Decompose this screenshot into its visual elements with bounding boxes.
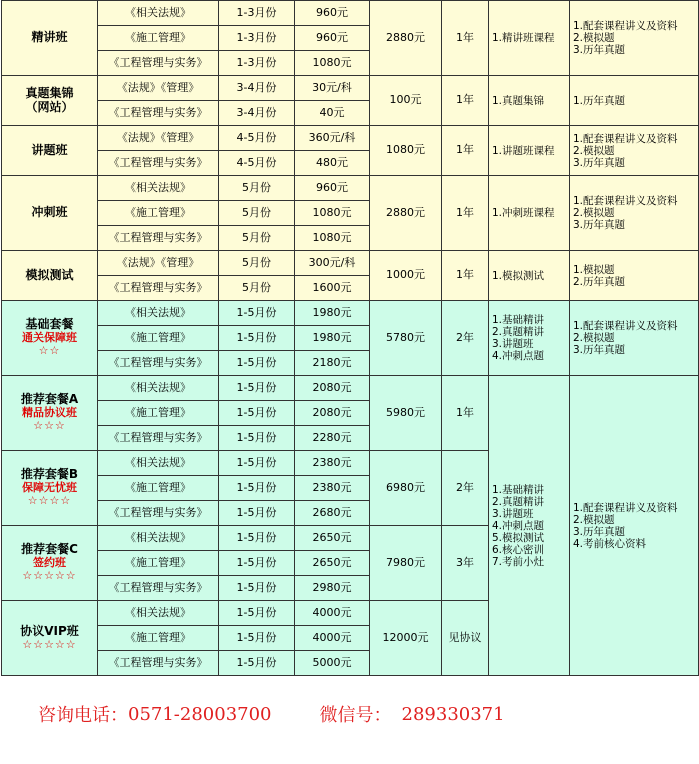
subject-name: 《施工管理》 (98, 551, 219, 576)
validity-period: 2年 (442, 451, 489, 526)
validity-period: 2年 (442, 301, 489, 376)
subject-name: 《施工管理》 (98, 626, 219, 651)
package-price: 7980元 (370, 526, 442, 601)
subject-price: 2080元 (295, 401, 370, 426)
subject-price: 2380元 (295, 476, 370, 501)
course-gifts (570, 301, 699, 376)
validity-period: 1年 (442, 1, 489, 76)
package-price: 6980元 (370, 451, 442, 526)
course-price-table (1, 0, 699, 676)
subject-name: 《施工管理》 (98, 201, 219, 226)
course-name-cell (2, 126, 98, 176)
course-subtitle: 签约班 (33, 556, 66, 570)
list-line: 1.基础精讲 (492, 483, 545, 496)
subject-price: 2080元 (295, 376, 370, 401)
list-line: 1.配套课程讲义及资料 (573, 20, 678, 32)
validity-period: 1年 (442, 376, 489, 451)
table-row (2, 251, 699, 276)
list-line: 3.讲题班 (492, 338, 534, 350)
package-price: 12000元 (370, 601, 442, 676)
list-line: 1.配套课程讲义及资料 (573, 195, 678, 207)
subject-month: 1-5月份 (219, 651, 295, 676)
subject-name: 《相关法规》 (98, 451, 219, 476)
subject-price: 4000元 (295, 601, 370, 626)
list-line: 4.冲刺点题 (492, 519, 545, 532)
subject-month: 1-5月份 (219, 426, 295, 451)
list-line: 4.考前核心资料 (573, 537, 647, 550)
list-line: 3.历年真题 (573, 44, 626, 56)
subject-name: 《施工管理》 (98, 326, 219, 351)
subject-month: 1-5月份 (219, 526, 295, 551)
course-name: 冲刺班 (31, 205, 68, 220)
course-name-cell (2, 251, 98, 301)
course-content (489, 1, 570, 76)
subject-price: 960元 (295, 26, 370, 51)
course-name-cell (2, 601, 98, 676)
subject-name: 《相关法规》 (98, 1, 219, 26)
course-content (489, 76, 570, 126)
list-line: 2.模拟题 (573, 207, 615, 219)
list-line: 1.精讲班课程 (492, 32, 555, 44)
subject-name: 《工程管理与实务》 (98, 276, 219, 301)
list-line: 3.历年真题 (573, 344, 626, 356)
package-price: 100元 (370, 76, 442, 126)
subject-month: 1-3月份 (219, 51, 295, 76)
validity-period: 1年 (442, 126, 489, 176)
course-name: 基础套餐 (25, 317, 74, 332)
subject-price: 5000元 (295, 651, 370, 676)
subject-name: 《相关法规》 (98, 526, 219, 551)
subject-price: 1080元 (295, 226, 370, 251)
subject-name: 《工程管理与实务》 (98, 151, 219, 176)
subject-month: 1-5月份 (219, 501, 295, 526)
list-line: 3.讲题班 (492, 507, 534, 520)
wechat-id: 289330371 (401, 703, 505, 725)
subject-month: 5月份 (219, 251, 295, 276)
list-line: 2.模拟题 (573, 32, 615, 44)
subject-month: 1-3月份 (219, 1, 295, 26)
course-gifts (570, 176, 699, 251)
table-row (2, 126, 699, 151)
star-rating: ☆☆☆☆☆ (22, 637, 77, 651)
subject-name: 《施工管理》 (98, 401, 219, 426)
subject-name: 《法规》《管理》 (98, 76, 219, 101)
course-name: 协议VIP班 (20, 623, 79, 638)
subject-price: 2180元 (295, 351, 370, 376)
subject-name: 《工程管理与实务》 (98, 651, 219, 676)
course-name: 推荐套餐A (20, 392, 79, 407)
list-line: 2.模拟题 (573, 332, 615, 344)
validity-period: 3年 (442, 526, 489, 601)
subject-month: 1-5月份 (219, 576, 295, 601)
subject-month: 1-5月份 (219, 551, 295, 576)
course-subtitle: 保障无忧班 (22, 481, 77, 495)
list-line: 1.模拟题 (573, 263, 615, 276)
list-line: 6.核心密训 (492, 543, 545, 556)
package-price: 2880元 (370, 176, 442, 251)
subject-month: 5月份 (219, 176, 295, 201)
subject-name: 《法规》《管理》 (98, 251, 219, 276)
course-subtitle: 通关保障班 (22, 331, 77, 345)
list-line: 3.历年真题 (573, 219, 626, 231)
phone-number: 0571-28003700 (128, 703, 272, 725)
subject-price: 2650元 (295, 526, 370, 551)
subject-name: 《工程管理与实务》 (98, 576, 219, 601)
subject-month: 5月份 (219, 226, 295, 251)
table-row (2, 76, 699, 101)
subject-month: 1-5月份 (219, 601, 295, 626)
course-name: 讲题班 (31, 142, 68, 157)
subject-month: 1-5月份 (219, 451, 295, 476)
subject-month: 5月份 (219, 201, 295, 226)
package-price: 5980元 (370, 376, 442, 451)
table-row (2, 301, 699, 326)
course-name-cell (2, 526, 98, 601)
list-line: 1.讲题班课程 (492, 144, 555, 157)
subject-month: 1-5月份 (219, 301, 295, 326)
validity-period: 1年 (442, 251, 489, 301)
subject-name: 《工程管理与实务》 (98, 426, 219, 451)
course-content (489, 126, 570, 176)
validity-period: 1年 (442, 76, 489, 126)
list-line: 2.模拟题 (573, 144, 615, 157)
subject-price: 40元 (295, 101, 370, 126)
subject-price: 4000元 (295, 626, 370, 651)
course-name: 推荐套餐B (20, 467, 79, 482)
subject-month: 1-5月份 (219, 401, 295, 426)
list-line: 4.冲刺点题 (492, 350, 545, 362)
validity-period: 1年 (442, 176, 489, 251)
subject-price: 2280元 (295, 426, 370, 451)
course-name-cell (2, 376, 98, 451)
star-rating: ☆☆☆☆ (27, 493, 72, 507)
subject-name: 《工程管理与实务》 (98, 501, 219, 526)
subject-name: 《相关法规》 (98, 376, 219, 401)
subject-month: 1-5月份 (219, 626, 295, 651)
star-rating: ☆☆ (38, 343, 61, 357)
list-line: 1.历年真题 (573, 94, 626, 107)
validity-period: 见协议 (442, 601, 489, 676)
course-name: 推荐套餐C (21, 542, 78, 557)
subject-price: 1980元 (295, 301, 370, 326)
list-line: 1.模拟测试 (492, 269, 545, 282)
course-name: 真题集锦 (25, 85, 74, 100)
course-gifts (570, 126, 699, 176)
package-price: 2880元 (370, 1, 442, 76)
subject-price: 300元/科 (295, 251, 370, 276)
list-line: 1.配套课程讲义及资料 (573, 132, 678, 145)
package-price: 5780元 (370, 301, 442, 376)
subject-name: 《工程管理与实务》 (98, 226, 219, 251)
subject-name: 《施工管理》 (98, 476, 219, 501)
subject-month: 4-5月份 (219, 126, 295, 151)
course-name-cell (2, 451, 98, 526)
table-row (2, 376, 699, 401)
subject-month: 1-5月份 (219, 476, 295, 501)
subject-name: 《相关法规》 (98, 176, 219, 201)
star-rating: ☆☆☆ (33, 418, 66, 432)
package-price: 1000元 (370, 251, 442, 301)
subject-name: 《相关法规》 (98, 301, 219, 326)
course-name-cell (2, 301, 98, 376)
list-line: 2.真题精讲 (492, 326, 545, 338)
subject-price: 960元 (295, 176, 370, 201)
list-line: 3.历年真题 (573, 156, 626, 169)
shared-gifts (570, 376, 699, 676)
subject-price: 2380元 (295, 451, 370, 476)
course-gifts (570, 1, 699, 76)
list-line: 1.冲刺班课程 (492, 207, 555, 219)
course-content (489, 176, 570, 251)
subject-price: 960元 (295, 1, 370, 26)
subject-name: 《法规》《管理》 (98, 126, 219, 151)
subject-name: 《工程管理与实务》 (98, 351, 219, 376)
subject-price: 2650元 (295, 551, 370, 576)
table-row (2, 176, 699, 201)
list-line: 1.基础精讲 (492, 314, 545, 326)
course-content (489, 251, 570, 301)
course-gifts (570, 76, 699, 126)
contact-footer (0, 676, 699, 752)
subject-name: 《工程管理与实务》 (98, 51, 219, 76)
list-line: 1.配套课程讲义及资料 (573, 501, 678, 514)
subject-month: 4-5月份 (219, 151, 295, 176)
list-line: 2.真题精讲 (492, 495, 545, 508)
list-line: 5.模拟测试 (492, 531, 545, 544)
subject-name: 《相关法规》 (98, 601, 219, 626)
subject-price: 1080元 (295, 51, 370, 76)
wechat-label: 微信号： (319, 705, 392, 726)
course-name: 精讲班 (31, 30, 68, 45)
subject-price: 1600元 (295, 276, 370, 301)
table-row (2, 1, 699, 26)
subject-price: 2680元 (295, 501, 370, 526)
subject-month: 1-5月份 (219, 326, 295, 351)
subject-price: 480元 (295, 151, 370, 176)
course-subtitle: 精品协议班 (22, 406, 77, 420)
course-name-cell (2, 1, 98, 76)
list-line: 1.真题集锦 (492, 94, 545, 107)
list-line: 7.考前小灶 (492, 555, 545, 568)
course-name-cell (2, 76, 98, 126)
subject-price: 30元/科 (295, 76, 370, 101)
subject-price: 1080元 (295, 201, 370, 226)
course-name-note: （网站） (25, 99, 74, 114)
list-line: 3.历年真题 (573, 525, 626, 538)
subject-month: 1-5月份 (219, 351, 295, 376)
list-line: 1.配套课程讲义及资料 (573, 320, 678, 332)
subject-price: 2980元 (295, 576, 370, 601)
subject-name: 《工程管理与实务》 (98, 101, 219, 126)
course-content (489, 301, 570, 376)
course-gifts (570, 251, 699, 301)
list-line: 2.历年真题 (573, 275, 626, 288)
subject-price: 1980元 (295, 326, 370, 351)
course-name: 模拟测试 (25, 267, 74, 282)
star-rating: ☆☆☆☆☆ (22, 568, 77, 582)
subject-price: 360元/科 (295, 126, 370, 151)
shared-content (489, 376, 570, 676)
subject-month: 1-5月份 (219, 376, 295, 401)
subject-month: 3-4月份 (219, 76, 295, 101)
subject-name: 《施工管理》 (98, 26, 219, 51)
subject-month: 1-3月份 (219, 26, 295, 51)
phone-label: 咨询电话： (38, 705, 128, 726)
subject-month: 5月份 (219, 276, 295, 301)
subject-month: 3-4月份 (219, 101, 295, 126)
list-line: 2.模拟题 (573, 513, 615, 526)
course-name-cell (2, 176, 98, 251)
package-price: 1080元 (370, 126, 442, 176)
